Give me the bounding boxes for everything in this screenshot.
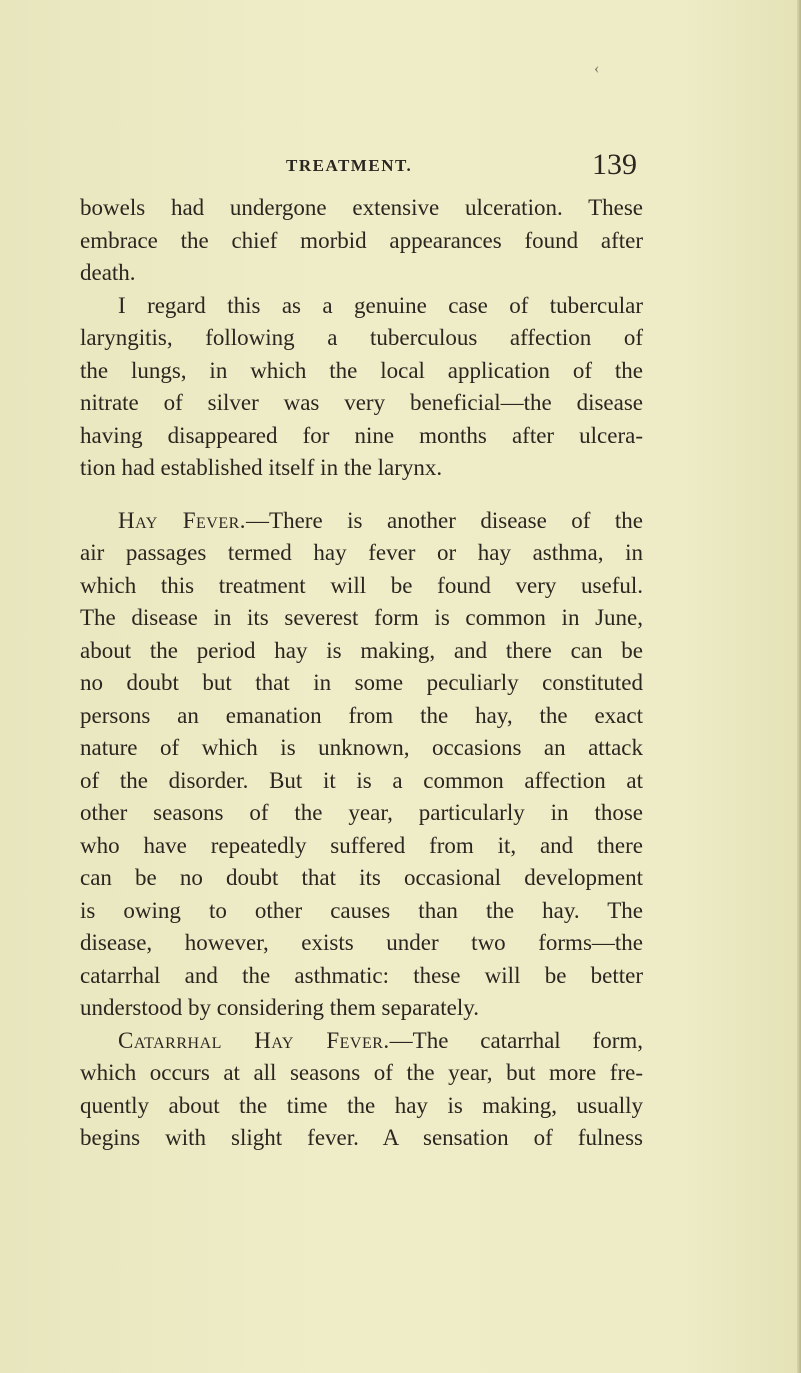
- section-heading: Catarrhal Hay Fever.: [118, 1027, 390, 1053]
- stray-mark: ‹: [594, 60, 600, 77]
- text-line: other seasons of the year, particularly in those: [80, 800, 643, 825]
- paragraph-gap: [80, 485, 643, 505]
- text-line: death.: [80, 260, 136, 285]
- text-line: air passages termed hay fever or hay asthma, in: [80, 540, 643, 565]
- text-line: is owing to other causes than the hay. The: [80, 897, 643, 923]
- text-line: laryngitis, following a tuberculous affection of: [80, 325, 643, 350]
- text-line: about the period hay is making, and there can be: [80, 637, 643, 663]
- text-line: the lungs, in which the local application of the: [80, 357, 643, 383]
- text-line: catarrhal and the asthmatic: these will be better: [80, 962, 643, 988]
- text-line: [80, 1025, 643, 1058]
- text-line: which occurs at all seasons of the year, but more fre-: [80, 1060, 643, 1085]
- text-line-rest: —There is another disease of the: [246, 507, 643, 533]
- text-line: of the disorder. But it is a common affection at: [80, 767, 643, 793]
- text-line: quently about the time the hay is making, usually: [80, 1092, 643, 1118]
- text-line: embrace the chief morbid appearances found after: [80, 227, 643, 253]
- text-line: The disease in its severest form is common in June,: [80, 605, 643, 630]
- text-line: tion had established itself in the larynx.: [80, 455, 443, 480]
- text-line: bowels had undergone extensive ulceration. These: [80, 195, 643, 220]
- text-line: understood by considering them separately.: [80, 995, 479, 1020]
- text-line: nitrate of silver was very beneficial—the disease: [80, 390, 643, 415]
- page-edge: [797, 0, 801, 1373]
- text-line: begins with slight fever. A sensation of fulness: [80, 1125, 643, 1150]
- text-line-rest: —The catarrhal form,: [389, 1027, 643, 1053]
- text-line: disease, however, exists under two forms—the: [80, 930, 643, 955]
- running-head: TREATMENT.: [286, 156, 413, 175]
- section-heading: Hay Fever.: [118, 507, 247, 533]
- text-line: having disappeared for nine months after ulcera-: [80, 422, 643, 448]
- text-line: [80, 505, 643, 538]
- text-line: I regard this as a genuine case of tubercular: [118, 292, 643, 318]
- text-line: no doubt but that in some peculiarly constituted: [80, 670, 643, 695]
- page-number: 139: [592, 148, 637, 181]
- body-text: [80, 192, 643, 1155]
- text-line: can be no doubt that its occasional development: [80, 865, 643, 890]
- text-line: which this treatment will be found very useful.: [80, 572, 643, 598]
- text-line: who have repeatedly suffered from it, and there: [80, 832, 643, 858]
- text-line: nature of which is unknown, occasions an attack: [80, 735, 643, 760]
- page-header: [80, 148, 643, 184]
- text-line: persons an emanation from the hay, the exact: [80, 702, 643, 728]
